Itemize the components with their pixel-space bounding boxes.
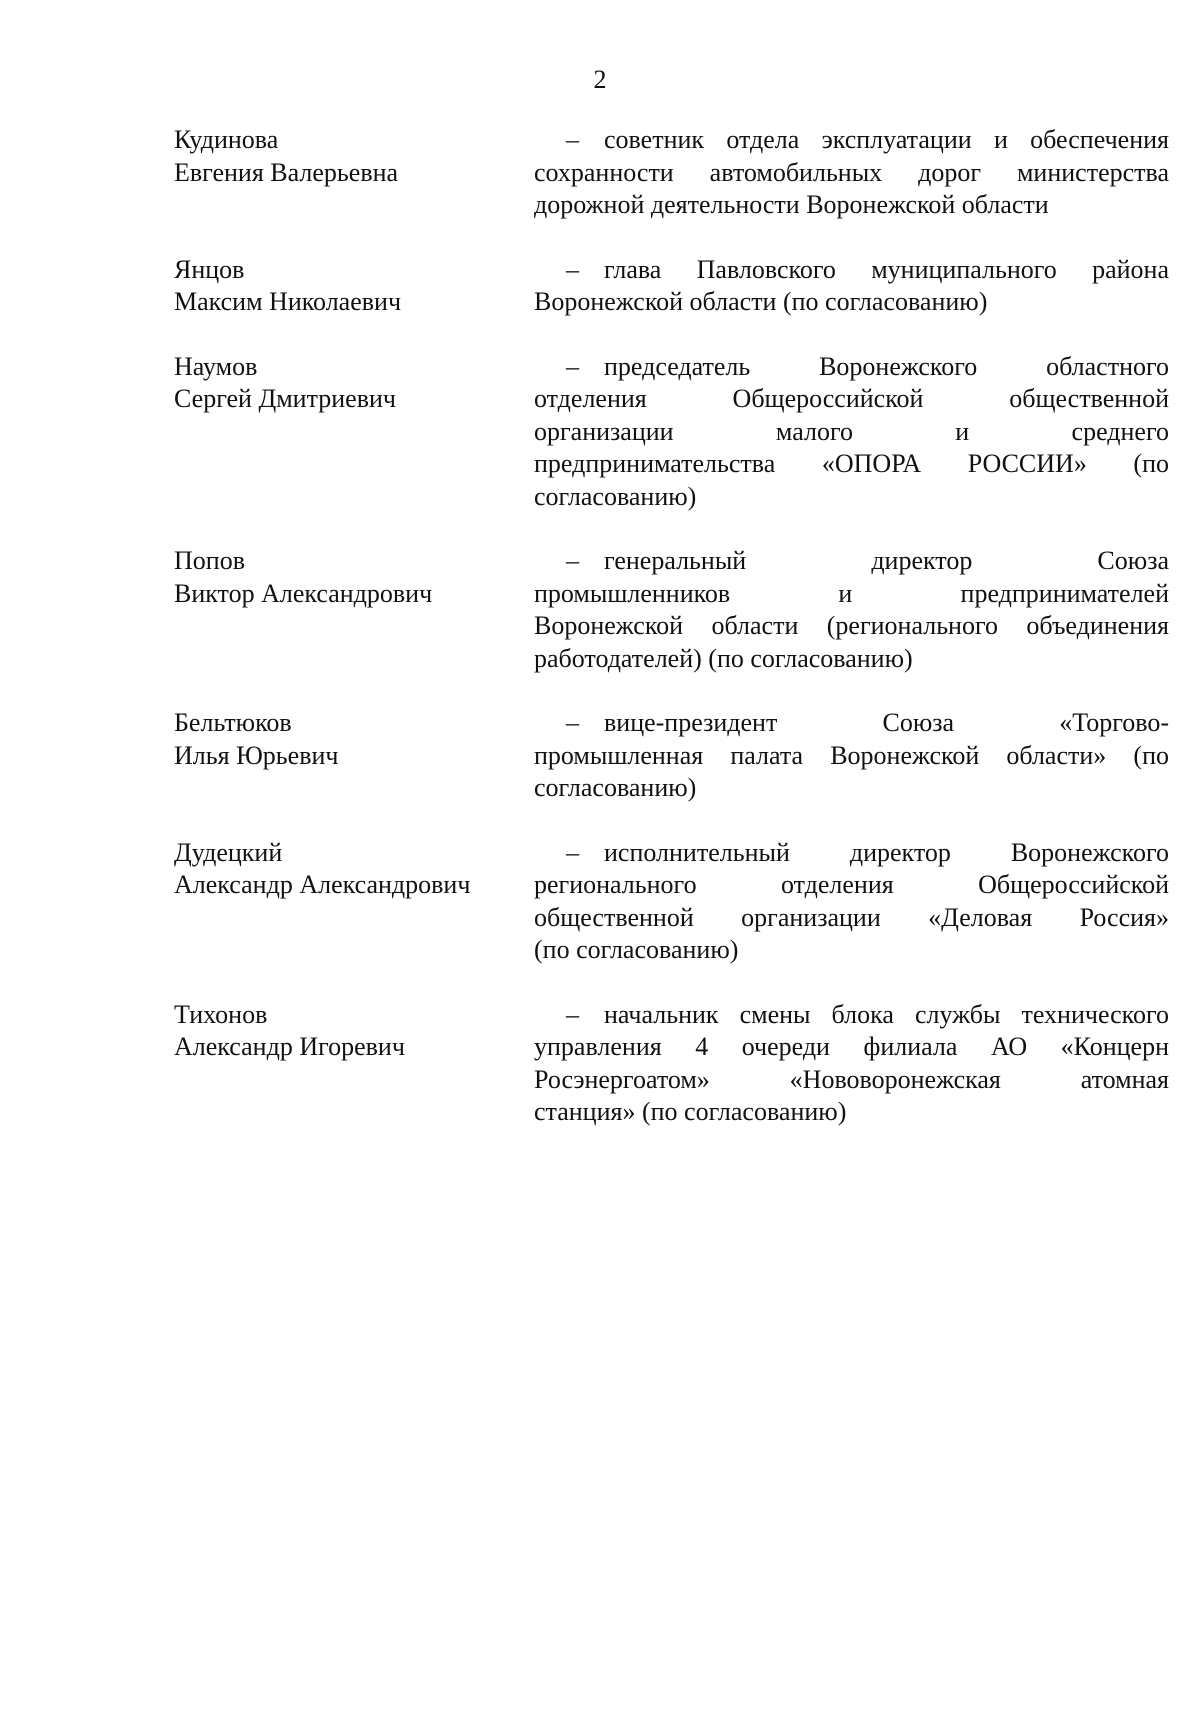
- position-line: советник отдела эксплуатации и обеспечения: [604, 125, 1169, 154]
- member-surname: Дудецкий: [174, 837, 283, 867]
- member-position: [534, 124, 1169, 222]
- member-row: [174, 124, 1169, 222]
- position-line: регионального отделения Общероссийской: [534, 870, 1169, 899]
- position-line: управления 4 очереди филиала АО «Концерн: [534, 1032, 1169, 1061]
- member-row: [174, 254, 1169, 319]
- position-line: глава Павловского муниципального района: [604, 254, 1169, 284]
- member-list: [174, 124, 1169, 1129]
- position-line: дорожной деятельности Воронежской области: [534, 190, 1049, 219]
- member-position: [534, 999, 1169, 1129]
- position-line: станция» (по согласованию): [534, 1097, 847, 1126]
- member-row: [174, 707, 1169, 805]
- member-position: [534, 837, 1169, 967]
- dash: –: [566, 837, 579, 867]
- member-surname: Янцов: [174, 254, 245, 284]
- member-position: [534, 707, 1169, 805]
- member-given-names: Виктор Александрович: [174, 578, 433, 608]
- position-line: отделения Общероссийской общественной: [534, 384, 1169, 413]
- position-line: согласованию): [534, 481, 697, 511]
- position-line: Воронежской области (по согласованию): [534, 287, 988, 316]
- position-line: председатель Воронежского областного: [604, 351, 1169, 381]
- page-number: 2: [593, 65, 607, 94]
- member-name: [174, 124, 534, 189]
- member-position: [534, 254, 1169, 319]
- position-line: исполнительный директор Воронежского: [604, 837, 1169, 867]
- member-name: [174, 837, 534, 902]
- member-row: [174, 545, 1169, 675]
- member-row: [174, 351, 1169, 514]
- member-given-names: Сергей Дмитриевич: [174, 384, 396, 413]
- position-line: общественной организации «Деловая Россия»: [534, 902, 1169, 932]
- dash: –: [566, 708, 579, 737]
- member-row: [174, 837, 1169, 967]
- position-line: промышленников и предпринимателей: [534, 578, 1169, 608]
- member-position: [534, 545, 1169, 675]
- member-given-names: Александр Александрович: [174, 870, 471, 899]
- dash: –: [566, 546, 579, 575]
- position-line: организации малого и среднего: [534, 416, 1169, 446]
- member-row: [174, 999, 1169, 1129]
- member-given-names: Максим Николаевич: [174, 287, 402, 316]
- dash: –: [566, 999, 579, 1029]
- position-line: вице-президент Союза «Торгово-: [604, 708, 1169, 737]
- position-line: Воронежской области (регионального объединения: [534, 611, 1169, 640]
- member-surname: Наумов: [174, 351, 258, 381]
- member-surname: Попов: [174, 546, 245, 575]
- member-name: [174, 545, 534, 610]
- member-given-names: Евгения Валерьевна: [174, 157, 399, 187]
- position-line: промышленная палата Воронежской области» (по: [534, 740, 1169, 770]
- dash: –: [566, 351, 579, 381]
- member-surname: Кудинова: [174, 125, 279, 154]
- position-line: начальник смены блока службы технического: [604, 999, 1169, 1029]
- dash: –: [566, 254, 579, 284]
- position-line: сохранности автомобильных дорог министерства: [534, 157, 1169, 187]
- position-line: Росэнергоатом» «Нововоронежская атомная: [534, 1064, 1169, 1094]
- member-surname: Тихонов: [174, 999, 268, 1029]
- member-name: [174, 254, 534, 319]
- member-name: [174, 999, 534, 1064]
- position-line: согласованию): [534, 773, 697, 802]
- position-line: предпринимательства «ОПОРА РОССИИ» (по: [534, 449, 1169, 478]
- position-line: работодателей) (по согласованию): [534, 643, 913, 673]
- member-given-names: Александр Игоревич: [174, 1032, 405, 1061]
- position-line: генеральный директор Союза: [604, 546, 1169, 575]
- member-position: [534, 351, 1169, 514]
- member-name: [174, 707, 534, 772]
- member-name: [174, 351, 534, 416]
- member-surname: Бельтюков: [174, 708, 292, 737]
- member-given-names: Илья Юрьевич: [174, 740, 339, 770]
- dash: –: [566, 125, 579, 154]
- position-line: (по согласованию): [534, 935, 739, 964]
